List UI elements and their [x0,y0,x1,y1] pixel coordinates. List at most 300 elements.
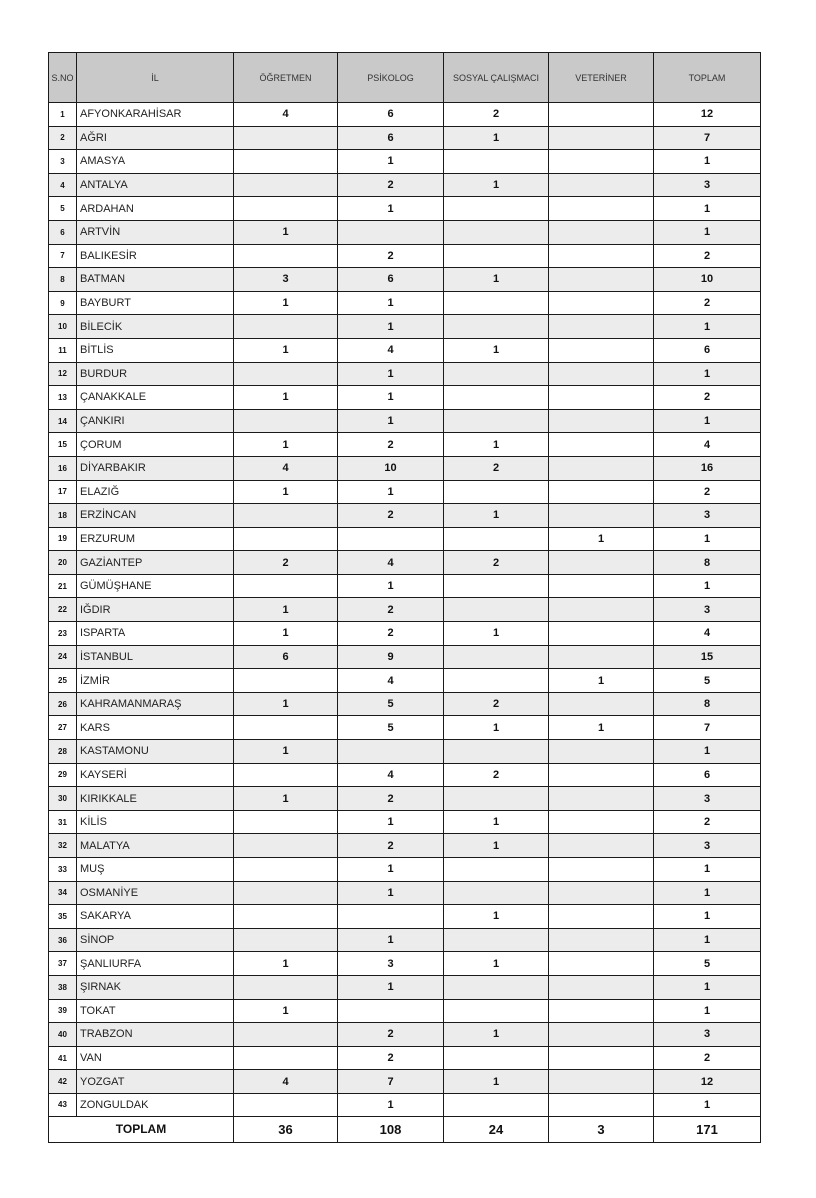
sno-cell: 1 [49,103,77,127]
ogretmen-cell [234,669,338,693]
sno-cell: 2 [49,126,77,150]
ogretmen-cell: 1 [234,999,338,1023]
veteriner-cell [549,386,654,410]
total-psikolog: 108 [338,1116,444,1142]
table-row [49,928,761,952]
toplam-cell: 10 [654,268,761,292]
table-row [49,810,761,834]
sno-cell: 20 [49,551,77,575]
veteriner-cell [549,244,654,268]
psikolog-cell: 1 [338,150,444,174]
province-name: ELAZIĞ [77,480,234,504]
psikolog-cell: 1 [338,881,444,905]
ogretmen-cell [234,574,338,598]
sosyal-calismaci-cell: 1 [444,810,549,834]
sno-cell: 29 [49,763,77,787]
sosyal-calismaci-cell [444,527,549,551]
psikolog-cell: 1 [338,928,444,952]
veteriner-cell [549,338,654,362]
province-name: AĞRI [77,126,234,150]
psikolog-cell: 2 [338,1023,444,1047]
ogretmen-cell [234,1093,338,1116]
ogretmen-cell: 1 [234,740,338,764]
total-row [49,1116,761,1142]
psikolog-cell: 1 [338,574,444,598]
ogretmen-cell: 4 [234,103,338,127]
veteriner-cell [549,928,654,952]
ogretmen-cell: 1 [234,291,338,315]
psikolog-cell: 1 [338,1093,444,1116]
ogretmen-cell [234,716,338,740]
province-name: BAYBURT [77,291,234,315]
toplam-cell: 1 [654,928,761,952]
sosyal-calismaci-cell: 1 [444,338,549,362]
table-row [49,244,761,268]
table-row [49,338,761,362]
table-row [49,787,761,811]
veteriner-cell [549,220,654,244]
ogretmen-cell [234,1046,338,1070]
veteriner-cell [549,362,654,386]
table-row [49,504,761,528]
table-row [49,220,761,244]
toplam-cell: 15 [654,645,761,669]
province-name: BALIKESİR [77,244,234,268]
sno-cell: 26 [49,692,77,716]
sno-cell: 30 [49,787,77,811]
toplam-cell: 16 [654,456,761,480]
ogretmen-cell [234,1023,338,1047]
province-name: YOZGAT [77,1070,234,1094]
psikolog-cell: 6 [338,103,444,127]
province-name: VAN [77,1046,234,1070]
table-row [49,975,761,999]
toplam-cell: 5 [654,669,761,693]
total-ogretmen: 36 [234,1116,338,1142]
psikolog-cell: 1 [338,480,444,504]
total-veteriner: 3 [549,1116,654,1142]
psikolog-cell: 4 [338,669,444,693]
toplam-cell: 8 [654,692,761,716]
ogretmen-cell [234,858,338,882]
sno-cell: 12 [49,362,77,386]
toplam-cell: 1 [654,409,761,433]
ogretmen-cell [234,197,338,221]
sno-cell: 22 [49,598,77,622]
toplam-cell: 2 [654,244,761,268]
psikolog-cell: 6 [338,268,444,292]
sosyal-calismaci-cell [444,480,549,504]
province-name: DİYARBAKIR [77,456,234,480]
toplam-cell: 1 [654,1093,761,1116]
psikolog-cell: 5 [338,692,444,716]
ogretmen-cell [234,834,338,858]
sosyal-calismaci-cell [444,999,549,1023]
toplam-cell: 2 [654,1046,761,1070]
sno-cell: 3 [49,150,77,174]
province-name: BURDUR [77,362,234,386]
psikolog-cell: 4 [338,338,444,362]
sosyal-calismaci-cell: 1 [444,1070,549,1094]
sno-cell: 7 [49,244,77,268]
table-row [49,362,761,386]
table-row [49,386,761,410]
toplam-cell: 7 [654,126,761,150]
province-name: ŞIRNAK [77,975,234,999]
veteriner-cell [549,810,654,834]
veteriner-cell [549,173,654,197]
psikolog-cell [338,999,444,1023]
sno-cell: 31 [49,810,77,834]
toplam-cell: 1 [654,975,761,999]
sosyal-calismaci-cell: 2 [444,103,549,127]
toplam-cell: 3 [654,787,761,811]
table-row [49,834,761,858]
toplam-cell: 1 [654,315,761,339]
veteriner-cell [549,126,654,150]
ogretmen-cell [234,763,338,787]
province-name: ZONGULDAK [77,1093,234,1116]
table-row [49,268,761,292]
sosyal-calismaci-cell [444,858,549,882]
sosyal-calismaci-cell [444,244,549,268]
table-row [49,173,761,197]
veteriner-cell [549,268,654,292]
psikolog-cell: 7 [338,1070,444,1094]
veteriner-cell [549,999,654,1023]
toplam-cell: 1 [654,905,761,929]
veteriner-cell [549,1023,654,1047]
province-name: MALATYA [77,834,234,858]
province-name: ERZURUM [77,527,234,551]
veteriner-cell [549,315,654,339]
toplam-cell: 12 [654,103,761,127]
sosyal-calismaci-cell [444,740,549,764]
total-sosyal-calismaci: 24 [444,1116,549,1142]
province-name: ŞANLIURFA [77,952,234,976]
toplam-cell: 2 [654,480,761,504]
ogretmen-cell: 1 [234,386,338,410]
province-name: SİNOP [77,928,234,952]
psikolog-cell: 1 [338,197,444,221]
psikolog-cell: 4 [338,763,444,787]
table-row [49,622,761,646]
ogretmen-cell: 4 [234,456,338,480]
table-row [49,669,761,693]
psikolog-cell: 1 [338,291,444,315]
sosyal-calismaci-cell [444,669,549,693]
psikolog-cell: 1 [338,386,444,410]
psikolog-cell: 2 [338,834,444,858]
toplam-cell: 4 [654,433,761,457]
veteriner-cell [549,881,654,905]
province-name: KIRIKKALE [77,787,234,811]
toplam-cell: 8 [654,551,761,575]
header-row [49,53,761,103]
province-name: ERZİNCAN [77,504,234,528]
veteriner-cell [549,952,654,976]
ogretmen-cell: 1 [234,598,338,622]
sosyal-calismaci-cell [444,574,549,598]
header-ogretmen: ÖĞRETMEN [234,53,338,103]
psikolog-cell: 1 [338,362,444,386]
table-row [49,952,761,976]
province-name: SAKARYA [77,905,234,929]
sosyal-calismaci-cell [444,645,549,669]
sosyal-calismaci-cell [444,150,549,174]
toplam-cell: 7 [654,716,761,740]
toplam-cell: 3 [654,1023,761,1047]
psikolog-cell: 2 [338,244,444,268]
ogretmen-cell: 1 [234,220,338,244]
sosyal-calismaci-cell [444,386,549,410]
table-row [49,881,761,905]
sno-cell: 36 [49,928,77,952]
table-row [49,598,761,622]
header-veteriner: VETERİNER [549,53,654,103]
header-toplam: TOPLAM [654,53,761,103]
sno-cell: 41 [49,1046,77,1070]
psikolog-cell: 2 [338,504,444,528]
table-row [49,740,761,764]
veteriner-cell [549,197,654,221]
toplam-cell: 4 [654,622,761,646]
psikolog-cell [338,527,444,551]
veteriner-cell: 1 [549,527,654,551]
ogretmen-cell [234,173,338,197]
psikolog-cell: 2 [338,598,444,622]
province-name: BATMAN [77,268,234,292]
sno-cell: 10 [49,315,77,339]
ogretmen-cell [234,150,338,174]
veteriner-cell [549,787,654,811]
ogretmen-cell [234,504,338,528]
sosyal-calismaci-cell: 2 [444,456,549,480]
table-row [49,716,761,740]
sosyal-calismaci-cell [444,881,549,905]
veteriner-cell [549,834,654,858]
province-name: KASTAMONU [77,740,234,764]
sosyal-calismaci-cell: 1 [444,433,549,457]
sno-cell: 23 [49,622,77,646]
province-name: ARTVİN [77,220,234,244]
veteriner-cell [549,409,654,433]
sno-cell: 34 [49,881,77,905]
table-row [49,999,761,1023]
table-row [49,905,761,929]
veteriner-cell [549,905,654,929]
psikolog-cell: 2 [338,622,444,646]
psikolog-cell: 1 [338,810,444,834]
veteriner-cell [549,692,654,716]
province-name: KAHRAMANMARAŞ [77,692,234,716]
veteriner-cell [549,291,654,315]
sosyal-calismaci-cell: 1 [444,622,549,646]
province-name: ISPARTA [77,622,234,646]
sosyal-calismaci-cell: 1 [444,268,549,292]
table-row [49,126,761,150]
total-toplam: 171 [654,1116,761,1142]
toplam-cell: 2 [654,386,761,410]
sosyal-calismaci-cell: 1 [444,905,549,929]
sno-cell: 21 [49,574,77,598]
province-name: İSTANBUL [77,645,234,669]
table-row [49,1070,761,1094]
psikolog-cell: 1 [338,975,444,999]
table-row [49,291,761,315]
veteriner-cell [549,645,654,669]
toplam-cell: 1 [654,999,761,1023]
header-sno: S.NO [49,53,77,103]
toplam-cell: 1 [654,220,761,244]
table-row [49,103,761,127]
sno-cell: 33 [49,858,77,882]
toplam-cell: 1 [654,362,761,386]
psikolog-cell: 1 [338,409,444,433]
sosyal-calismaci-cell: 1 [444,952,549,976]
province-name: ÇANKIRI [77,409,234,433]
veteriner-cell [549,456,654,480]
table-row [49,433,761,457]
psikolog-cell: 2 [338,787,444,811]
sosyal-calismaci-cell: 1 [444,126,549,150]
ogretmen-cell [234,905,338,929]
psikolog-cell: 2 [338,433,444,457]
veteriner-cell [549,858,654,882]
ogretmen-cell: 4 [234,1070,338,1094]
sosyal-calismaci-cell [444,291,549,315]
psikolog-cell [338,905,444,929]
ogretmen-cell: 1 [234,787,338,811]
table-row [49,551,761,575]
sno-cell: 24 [49,645,77,669]
toplam-cell: 1 [654,881,761,905]
sno-cell: 35 [49,905,77,929]
ogretmen-cell [234,928,338,952]
table-row [49,456,761,480]
ogretmen-cell: 1 [234,480,338,504]
toplam-cell: 1 [654,740,761,764]
ogretmen-cell [234,409,338,433]
veteriner-cell [549,763,654,787]
sosyal-calismaci-cell: 2 [444,551,549,575]
sno-cell: 39 [49,999,77,1023]
ogretmen-cell [234,881,338,905]
veteriner-cell [549,574,654,598]
table-row [49,1093,761,1116]
veteriner-cell [549,480,654,504]
ogretmen-cell: 1 [234,952,338,976]
header-il: İL [77,53,234,103]
province-name: BİLECİK [77,315,234,339]
sno-cell: 27 [49,716,77,740]
toplam-cell: 2 [654,810,761,834]
veteriner-cell: 1 [549,669,654,693]
sosyal-calismaci-cell [444,975,549,999]
table-row [49,858,761,882]
ogretmen-cell [234,315,338,339]
toplam-cell: 3 [654,173,761,197]
veteriner-cell [549,1046,654,1070]
sno-cell: 40 [49,1023,77,1047]
province-name: KİLİS [77,810,234,834]
sosyal-calismaci-cell [444,1093,549,1116]
psikolog-cell: 4 [338,551,444,575]
province-name: AMASYA [77,150,234,174]
sosyal-calismaci-cell [444,787,549,811]
table-row [49,150,761,174]
psikolog-cell: 3 [338,952,444,976]
table-row [49,315,761,339]
province-name: AFYONKARAHİSAR [77,103,234,127]
sosyal-calismaci-cell: 2 [444,763,549,787]
toplam-cell: 3 [654,504,761,528]
total-label: TOPLAM [49,1116,234,1142]
sno-cell: 15 [49,433,77,457]
sosyal-calismaci-cell: 1 [444,1023,549,1047]
ogretmen-cell: 1 [234,622,338,646]
table-row [49,197,761,221]
sosyal-calismaci-cell: 1 [444,173,549,197]
toplam-cell: 6 [654,338,761,362]
sosyal-calismaci-cell [444,409,549,433]
table-row [49,527,761,551]
sosyal-calismaci-cell [444,928,549,952]
psikolog-cell: 1 [338,858,444,882]
sno-cell: 9 [49,291,77,315]
table-row [49,763,761,787]
sosyal-calismaci-cell: 1 [444,716,549,740]
psikolog-cell [338,220,444,244]
psikolog-cell: 6 [338,126,444,150]
sno-cell: 14 [49,409,77,433]
veteriner-cell [549,433,654,457]
sno-cell: 8 [49,268,77,292]
sno-cell: 25 [49,669,77,693]
toplam-cell: 3 [654,834,761,858]
toplam-cell: 5 [654,952,761,976]
toplam-cell: 1 [654,574,761,598]
province-name: MUŞ [77,858,234,882]
ogretmen-cell: 1 [234,338,338,362]
sosyal-calismaci-cell [444,598,549,622]
psikolog-cell: 9 [338,645,444,669]
province-name: ÇORUM [77,433,234,457]
toplam-cell: 6 [654,763,761,787]
veteriner-cell [549,1093,654,1116]
sosyal-calismaci-cell [444,220,549,244]
sosyal-calismaci-cell: 1 [444,504,549,528]
sno-cell: 17 [49,480,77,504]
psikolog-cell: 10 [338,456,444,480]
ogretmen-cell [234,362,338,386]
psikolog-cell: 2 [338,1046,444,1070]
sosyal-calismaci-cell [444,315,549,339]
toplam-cell: 1 [654,858,761,882]
sno-cell: 16 [49,456,77,480]
veteriner-cell [549,622,654,646]
ogretmen-cell [234,527,338,551]
sosyal-calismaci-cell [444,362,549,386]
sno-cell: 37 [49,952,77,976]
veteriner-cell [549,551,654,575]
table-row [49,692,761,716]
ogretmen-cell: 6 [234,645,338,669]
veteriner-cell [549,975,654,999]
psikolog-cell: 5 [338,716,444,740]
province-name: İZMİR [77,669,234,693]
ogretmen-cell [234,810,338,834]
